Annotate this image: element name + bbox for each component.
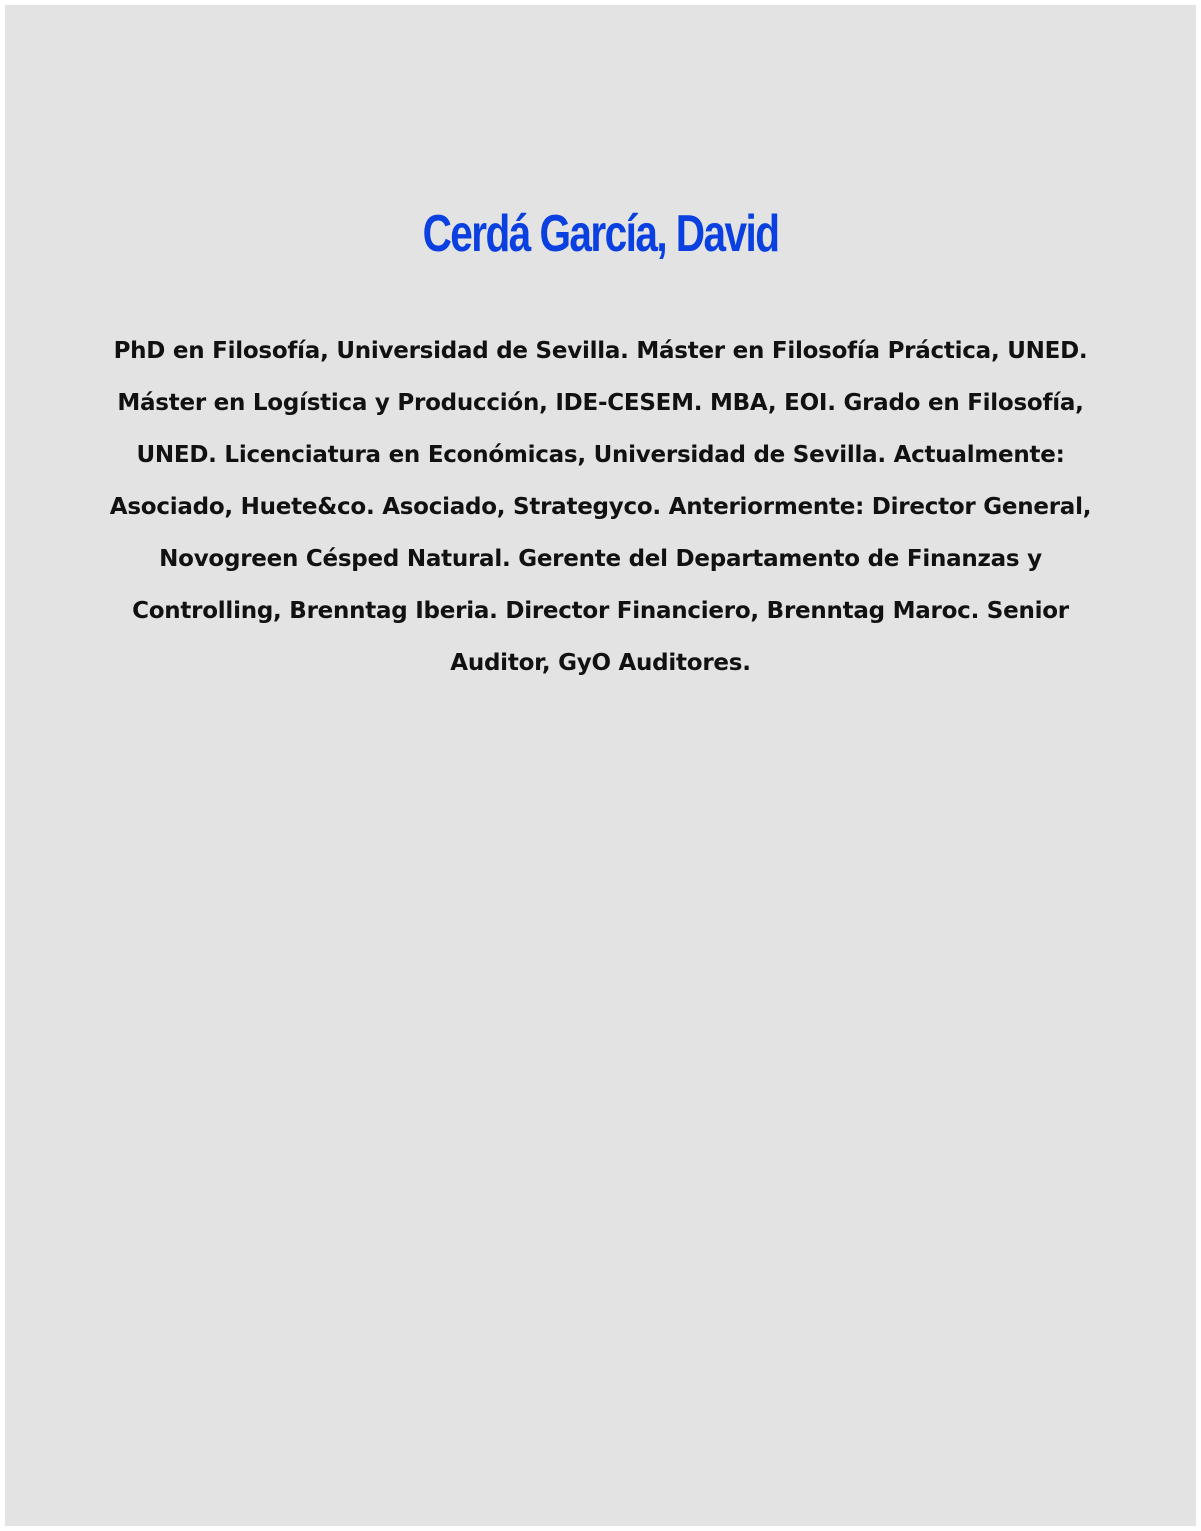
profile-card xyxy=(5,5,1196,1526)
profile-bio: PhD en Filosofía, Universidad de Sevilla. Máster en Filosofía Práctica, UNED. Máster en Logística y Producción, IDE-CESEM. MBA, EOI. Grado en Filosofía, UNED. Licenciatura en Económicas, Universidad de Sevilla. Actualmente: Asociado, Huete&co. Asociado, Strategyco. Anteriormente: Director General, Novogreen Césped Natural. Gerente del Departamento de Finanzas y Controlling, Brenntag Iberia. Director Financiero, Brenntag Maroc. Senior Auditor, GyO Auditores. xyxy=(109,338,1092,676)
profile-name: Cerdá García, David xyxy=(422,205,779,263)
